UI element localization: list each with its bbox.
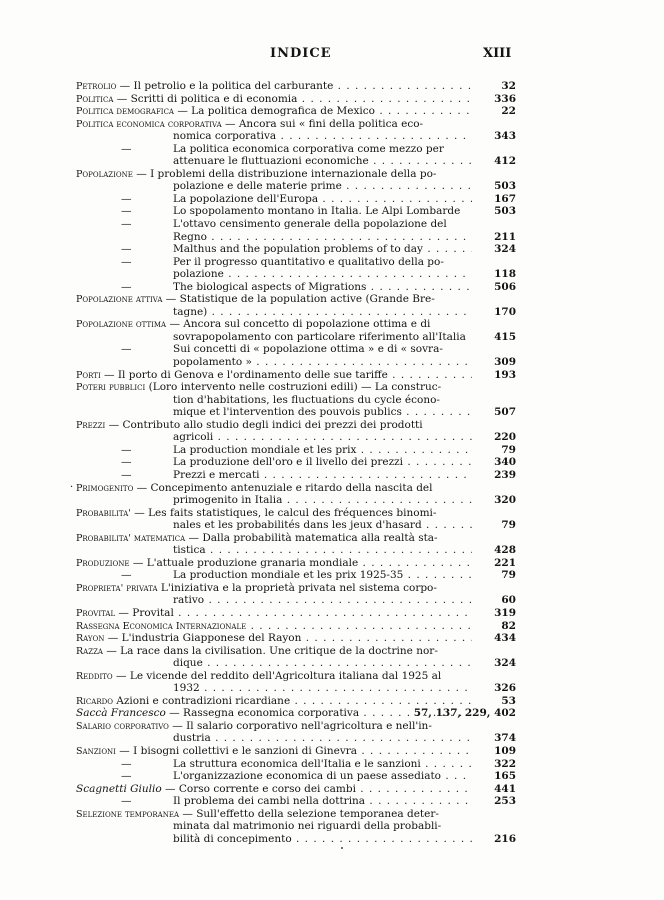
index-entry [76,758,516,771]
page-ref: 434 [494,632,516,645]
entry-title: nales et les probabilités dans les jeux d'hasard [173,519,422,532]
index-entry [70,481,516,495]
index-entry [76,783,516,796]
page-ref: 79 [501,443,516,456]
entry-text [76,745,472,759]
entry-text [76,808,472,822]
entry-title: — Provital [115,606,174,619]
index-entry [76,544,516,557]
page-ref: 340 [494,456,516,469]
index-entry [76,732,516,745]
entry-title: tistica [173,544,206,557]
entry-heading: Ricardo [76,695,113,707]
index-entry [76,180,516,193]
ditto-dash: — [121,243,132,256]
entry-text [173,406,472,419]
entry-title: — Dalla probabilità matematica alla realtà sta- [185,531,438,544]
entry-heading: Provital [76,607,116,619]
page-ref: 506 [494,280,516,293]
entry-title: — Statistique de la population active (Grande Bre- [162,293,435,306]
index-entry [76,93,516,106]
entry-text [173,444,472,457]
entry-heading: Razza [76,645,103,657]
entry-author: Saccà Francesco [76,707,166,720]
entry-title: — Concepimento antenuziale e ritardo della nascita del [133,481,433,494]
entry-title: (Loro intervento nelle costruzioni edili) — La construc- [145,381,442,394]
entry-title: polazione e delle materie prime [173,180,342,193]
index-entry [76,833,516,846]
index-entry [76,569,516,582]
entry-title: 1932 [173,682,200,695]
entry-text [76,507,472,521]
entry-heading: Petrolio [76,81,117,92]
page-ref: 239 [494,468,516,481]
entry-title: La produzione dell'oro e il livello dei prezzi [173,456,404,469]
index-entry [76,431,516,444]
entry-heading: Poteri pubblici [76,382,146,394]
ditto-dash: — [121,443,132,456]
entry-title: The biological aspects of Migrations [173,280,367,293]
entry-text [76,670,472,684]
entry-text [173,281,472,294]
index-entry [76,670,516,683]
index-entry [76,507,516,520]
entry-title: Azioni e contradizioni ricardiane [112,694,291,707]
entry-title: dique [173,657,203,670]
entry-text [76,118,472,132]
entry-text [173,469,472,482]
entry-text [173,770,472,783]
page-ref: 309 [494,356,516,369]
index-entry [76,268,516,281]
entry-title: rativo [173,594,205,607]
page-ref: 170 [494,305,516,318]
page-ref: 118 [494,268,516,281]
entry-text [173,231,472,244]
entry-title: sovrapopolamento con particolare riferimento all'Italia [173,330,466,343]
index-entry [76,118,516,131]
entry-title: Malthus and the population problems of to day [173,243,423,256]
ditto-dash: — [121,205,132,218]
index-entry [76,707,516,720]
entry-title: attenuare le fluttuazioni economiche [173,155,369,168]
entry-text [173,256,472,269]
page-ref: 319 [494,606,516,619]
entry-title: La struttura economica dell'Italia e le sanzioni [173,757,421,770]
ditto-dash: — [121,192,132,205]
ditto-dash: — [121,142,132,155]
entry-text [76,105,472,119]
entry-text [173,180,472,193]
entry-text [173,243,472,256]
ditto-dash: — [121,757,132,770]
entry-title: — La politica demografica de Mexico [174,105,375,118]
entry-title: mique et l'intervention des pouvois publics [173,406,402,419]
entry-title: minata dal matrimonio nei riguardi della probabli- [173,820,442,833]
index-entry [76,632,516,645]
entry-heading: Rayon [76,633,105,645]
page-ref: 220 [494,431,516,444]
entry-text [76,582,472,596]
entry-heading: Porti [76,369,101,381]
entry-heading: Reddito [76,670,113,682]
entry-text [173,519,472,532]
entry-title: — Le vicende del reddito dell'Agricoltura italiana dal 1925 al [112,669,442,682]
entry-text [76,168,472,182]
ditto-dash: — [121,770,132,783]
entry-text [173,143,472,156]
index-entry [76,419,516,432]
entry-text [76,93,472,107]
entry-heading: Popolazione [76,168,133,180]
index-entry [76,557,516,570]
entry-heading: Primogenito [76,482,134,494]
entry-heading: Selezione temporanea [76,808,180,820]
ditto-dash: — [121,468,132,481]
index-entry [76,281,516,294]
entry-text [76,783,472,796]
page-ref: 32 [501,80,516,92]
entry-text [173,155,472,168]
entry-title: — Rassegna economica corporativa [165,707,360,720]
index-entry [76,205,516,218]
entry-title: Sui concetti di « popolazione ottima » e di « sovra- [173,343,443,356]
ditto-dash: — [121,255,132,268]
index-entry [76,318,516,331]
entry-heading: Probabilita' matematica [76,532,186,544]
page-ref: 503 [494,205,516,218]
entry-title: bilità di concepimento [173,832,292,845]
entry-text [76,632,472,646]
entry-text [173,833,472,846]
entry-title: L'iniziativa e la proprietà privata nel sistema corpo- [157,581,437,594]
entry-heading: Probabilita' [76,507,131,519]
page-ref: 322 [494,757,516,770]
entry-text [173,682,472,695]
page-ref: 167 [494,192,516,205]
entry-title: Prezzi e mercati [173,468,260,481]
index-entry [76,820,516,833]
entry-title: — La race dans la civilisation. Une critique de la doctrine nor- [103,644,438,657]
entry-title: — Sull'effetto della selezione temporanea deter- [179,807,439,820]
index-entry [76,193,516,206]
index-entry [76,155,516,168]
page-ref: 57, 137, 229, 402 [413,707,516,720]
entry-title: La politica economica corporativa come mezzo per [173,142,444,155]
entry-text [173,218,472,231]
entry-text [76,645,472,659]
entry-title: popolamento » [173,356,252,369]
index-entry [76,620,516,633]
index-entry [76,657,516,670]
entry-title: agricoli [173,431,214,444]
page-ref: 324 [494,243,516,256]
index-entry [76,369,516,382]
entry-title: L'ottavo censimento generale della popolazione del [173,218,447,231]
index-entry [76,243,516,256]
entry-heading: Prezzi [76,419,106,431]
index-entry [76,130,516,143]
page-ref: 336 [494,92,516,105]
entry-title: Il problema dei cambi nella dottrina [173,795,366,808]
entry-text [173,331,472,344]
entry-title: — I bisogni collettivi e le sanzioni di Ginevra [115,744,358,757]
ditto-dash: — [121,795,132,808]
header-title: INDICE [270,46,332,61]
entry-title: La production mondiale et les prix [173,443,357,456]
entry-title: — Il salario corporativo nell'agricoltura e nell'in- [168,719,432,732]
entry-text [173,732,472,745]
page-ref: 82 [501,619,516,632]
entry-text [76,607,472,621]
entry-text [173,394,472,407]
entry-heading: Produzione [76,557,130,569]
page-ref: 193 [494,368,516,381]
page-ref: 324 [494,657,516,670]
entry-text [173,205,472,218]
entry-text [173,268,472,281]
entry-text [173,657,472,670]
page-ref: 253 [494,795,516,808]
entry-title: tion d'habitations, les fluctuations du cycle écono- [173,393,440,406]
entry-title: — Scritti di politica e di economia [113,92,298,105]
index-entry [76,695,516,708]
entry-title: tagne) [173,305,208,318]
page-ref: 165 [494,770,516,783]
entry-title: — L'industria Giapponese del Rayon [104,632,302,645]
entry-title: Lo spopolamento montano in Italia. Le Alpi Lombarde [173,205,461,218]
index-entry [76,469,516,482]
entry-text [76,369,472,383]
page-ref: 343 [494,130,516,143]
page-ref: 374 [494,732,516,745]
entry-text [76,720,472,734]
entry-title: — Contributo allo studio degli indici dei prezzi dei prodotti [105,418,423,431]
entry-text [76,293,472,307]
index-entry [76,682,516,695]
index-entry [76,356,516,369]
entry-text [173,193,472,206]
entry-heading: Politica demografica [76,106,174,118]
entry-text [173,431,472,444]
entry-text [173,594,472,607]
entry-text [173,343,472,356]
page-ref: 326 [494,682,516,695]
index-entry [76,594,516,607]
entry-title: nomica corporativa [173,130,277,143]
entry-title: — I problemi della distribuzione internazionale della po- [132,167,437,180]
index-entry [76,168,516,181]
entry-title: La popolazione dell'Europa [173,192,319,205]
entry-heading: Salario corporativo [76,720,169,732]
page-ref: 109 [494,744,516,757]
entry-author: Scagnetti Giulio [76,782,162,795]
entry-text [173,456,472,469]
page-ref: 221 [494,556,516,569]
page-ref: 428 [494,544,516,557]
entry-title: — Corso corrente e corso dei cambi [161,782,356,795]
index-entry [76,394,516,407]
entry-title: — Les faits statistiques, le calcul des fréquences binomi- [130,506,437,519]
index-entry [76,745,516,758]
entry-title: primogenito in Italia [173,494,283,507]
ditto-dash: — [121,456,132,469]
index-entry [76,519,516,532]
entry-text [76,381,472,395]
index-entry [76,770,516,783]
index-entry [76,795,516,808]
ditto-dash: — [121,343,132,356]
entry-title: Regno [173,230,207,243]
index-entry [76,80,516,93]
index-entry [76,607,516,620]
entry-title: La production mondiale et les prix 1925-35 [173,569,404,582]
page-ref: 79 [501,519,516,532]
index-entry [76,306,516,319]
entry-text [173,820,472,833]
index-entry [76,343,516,356]
entry-title: — Il petrolio e la politica del carburante [116,80,334,92]
page-ref: 79 [501,569,516,582]
index-entry [76,645,516,658]
page-ref: 507 [494,406,516,419]
entry-text [173,758,472,771]
page-ref: 412 [494,155,516,168]
entry-title: polazione [173,268,224,281]
entry-title: — Ancora sui « fini della politica eco- [221,117,424,130]
index-list [70,80,516,845]
page-ref: 60 [501,594,516,607]
index-entry [76,218,516,231]
page-ref: 216 [494,832,516,845]
entry-heading: Politica economica corporativa [76,118,222,130]
index-entry [76,143,516,156]
page-ref: 441 [494,782,516,795]
entry-title: L'organizzazione economica di un paese assediato [173,770,441,783]
index-entry [76,381,516,394]
entry-title: — Ancora sul concetto di popolazione ottima e di [166,318,431,331]
entry-title: Per il progresso quantitativo e qualitativo della po- [173,255,444,268]
ditto-dash: — [121,569,132,582]
index-entry [76,456,516,469]
index-entry [76,293,516,306]
entry-text [173,569,472,582]
index-entry [76,105,516,118]
entry-text [173,544,472,557]
bullet-mark: · [70,481,74,493]
index-entry [76,582,516,595]
header-page-number: XIII [483,46,512,61]
index-entry [76,406,516,419]
entry-text [76,707,472,720]
entry-text [76,482,472,496]
entry-heading: Proprieta' privata [76,582,158,594]
entry-text [173,306,472,319]
entry-text [76,532,472,546]
index-entry [76,444,516,457]
entry-title: — Il porto di Genova e l'ordinamento delle sue tariffe [100,368,388,381]
entry-text [76,695,472,709]
entry-text [173,130,472,143]
ditto-dash: — [121,218,132,231]
entry-title: — L'attuale produzione granaria mondiale [129,556,359,569]
page-ref: 503 [494,180,516,193]
entry-text [76,620,472,634]
index-entry [76,256,516,269]
page-ref: 211 [494,230,516,243]
entry-text [173,356,472,369]
entry-heading: Politica [76,93,114,105]
entry-text [76,419,472,433]
page-ref: 22 [501,105,516,118]
entry-heading: Popolazione ottima [76,319,167,331]
entry-text [173,494,472,507]
page-ref: 415 [494,330,516,343]
index-entry [76,331,516,344]
ditto-dash: — [121,280,132,293]
entry-heading: Sanzioni [76,745,116,757]
entry-text [76,318,472,332]
entry-title: dustria [173,732,211,745]
index-entry [76,494,516,507]
entry-text [76,80,472,94]
entry-text [173,795,472,808]
index-entry [76,231,516,244]
page-header [0,46,664,64]
entry-heading: Popolazione attiva [76,294,163,306]
entry-heading: Rassegna Economica Internazionale [76,620,247,632]
index-entry [76,808,516,821]
index-entry [76,720,516,733]
entry-text [76,557,472,571]
page-ref: 320 [494,494,516,507]
page-ref: 53 [501,694,516,707]
index-entry [76,532,516,545]
